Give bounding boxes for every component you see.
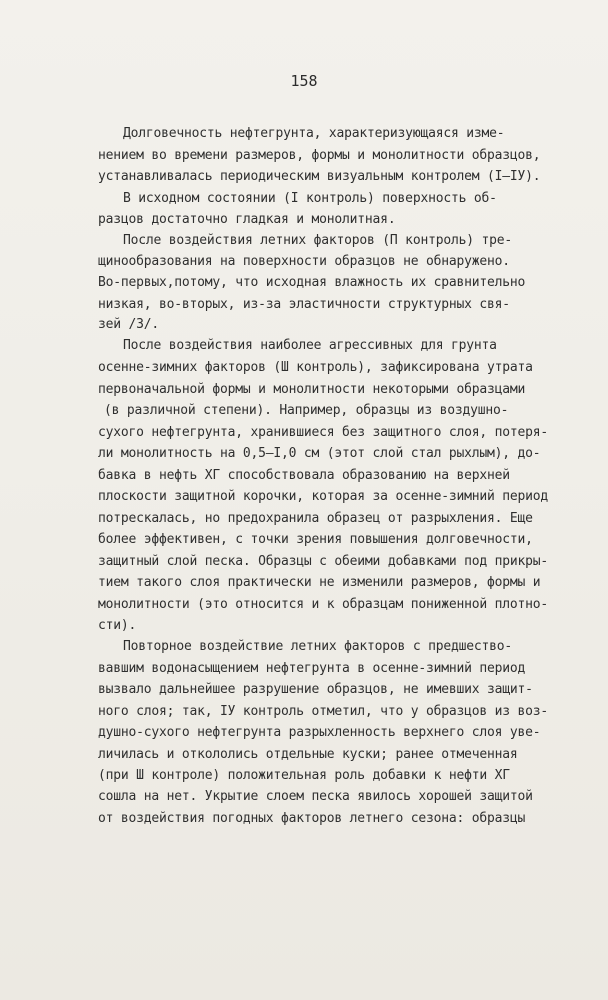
text-line: от воздействия погодных факторов летнего сезона: образцы [98,811,526,826]
text-line: осенне-зимних факторов (Ш контроль), зафиксирована утрата [98,360,533,375]
text-line: ного слоя; так, IУ контроль отметил, что у образцов из воз- [98,704,548,719]
text-line: вызвало дальнейшее разрушение образцов, не имевших защит- [98,682,533,697]
text-line: потрескалась, но предохранила образец от разрыхления. Еще [98,511,533,526]
text-line: сти). [98,618,137,633]
text-line: личилась и откололись отдельные куски; ранее отмеченная [98,747,518,762]
text-line: щинообразования на поверхности образцов не обнаружено. [98,254,510,269]
text-line: первоначальной формы и монолитности некоторыми образцами [98,382,526,397]
text-line: низкая, во-вторых, из-за эластичности структурных свя- [98,297,510,312]
text-line: вавшим водонасыщением нефтегрунта в осенне-зимний период [98,661,526,676]
text-line: зей /3/. [98,317,160,332]
text-line: сошла на нет. Укрытие слоем песка явилось хорошей защитой [98,789,533,804]
text-line: плоскости защитной корочки, которая за осенне-зимний период [98,489,548,504]
text-line: Во-первых,потому, что исходная влажность их сравнительно [98,275,526,290]
text-line: защитный слой песка. Образцы с обеими добавками под прикры- [98,554,548,569]
text-line: монолитности (это относится и к образцам пониженной плотно- [98,597,548,612]
text-line: разцов достаточно гладкая и монолитная. [98,212,396,227]
text-line: (при Ш контроле) положительная роль добавки к нефти ХГ [98,768,510,783]
text-line: сухого нефтегрунта, хранившиеся без защитного слоя, потеря- [98,425,548,440]
text-line: Долговечность нефтегрунта, характеризующаяся изме- [123,126,505,141]
text-line: более эффективен, с точки зрения повышения долговечности, [98,532,533,547]
text-line: После воздействия наиболее агрессивных для грунта [123,338,497,353]
text-line: бавка в нефть ХГ способствовала образованию на верхней [98,468,510,483]
text-line: Повторное воздействие летних факторов с предшество- [123,639,512,654]
text-line: После воздействия летних факторов (П контроль) тре- [123,233,512,248]
text-line: тием такого слоя практически не изменили размеров, формы и [98,575,541,590]
page-number: 158 [290,72,318,90]
text-line: В исходном состоянии (I контроль) поверхность об- [123,191,497,206]
text-line: (в различной степени). Например, образцы из воздушно- [104,403,509,418]
text-line: устанавливалась периодическим визуальным контролем (I–IУ). [98,169,541,184]
text-line: нением во времени размеров, формы и монолитности образцов, [98,148,541,163]
text-line: душно-сухого нефтегрунта разрыхленность верхнего слоя уве- [98,725,541,740]
text-line: ли монолитность на 0,5–I,0 см (этот слой стал рыхлым), до- [98,446,541,461]
